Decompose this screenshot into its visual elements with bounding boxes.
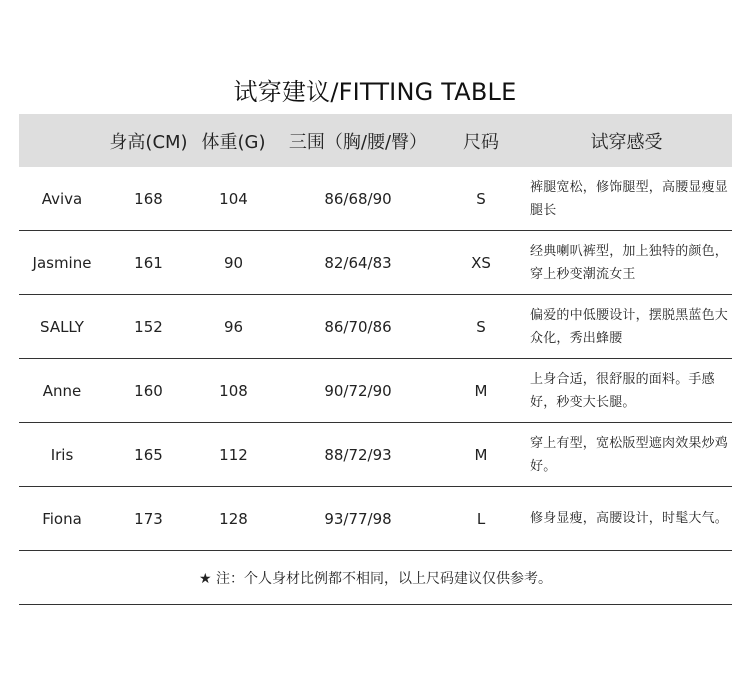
cell-size: L [476,509,486,528]
cell-measurements: 86/70/86 [324,317,392,336]
cell-measurements: 93/77/98 [324,509,392,528]
cell-name: Fiona [42,509,82,528]
cell-feel: 偏爱的中低腰设计，摆脱黑蓝色大众化，秀出蜂腰 [530,307,729,346]
cell-measurements: 82/64/83 [324,253,392,272]
cell-measurements: 86/68/90 [324,189,392,208]
cell-size: XS [471,253,491,272]
cell-height: 165 [134,445,163,464]
cell-name: Aviva [41,189,83,208]
cell-weight: 108 [219,381,248,400]
header-height: 身高(CM) [109,131,188,153]
cell-weight: 90 [223,253,244,272]
cell-size: S [476,317,486,336]
fitting-table [19,114,732,551]
cell-feel: 上身合适，很舒服的面料。手感好，秒变大长腿。 [530,371,715,410]
cell-height: 168 [134,189,163,208]
header-feel: 试穿感受 [590,131,663,153]
cell-size: M [474,445,488,464]
table-header [19,114,732,167]
cell-measurements: 90/72/90 [324,381,392,400]
cell-height: 152 [134,317,163,336]
footnote: ★ 注：个人身材比例都不相同，以上尺码建议仅供参考。 [19,552,732,605]
cell-name: Anne [42,381,82,400]
table-row [19,359,732,423]
cell-height: 173 [134,509,163,528]
page-title: 试穿建议/FITTING TABLE [233,78,517,106]
cell-weight: 112 [219,445,248,464]
table-row [19,487,732,551]
cell-name: Jasmine [32,253,92,272]
table-row [19,231,732,295]
table-row [19,295,732,359]
cell-name: Iris [50,445,74,464]
cell-measurements: 88/72/93 [324,445,392,464]
cell-name: SALLY [40,317,84,336]
cell-size: S [476,189,486,208]
header-weight: 体重(G) [201,131,266,153]
cell-feel: 经典喇叭裤型，加上独特的颜色，穿上秒变潮流女王 [530,243,729,282]
cell-height: 160 [134,381,163,400]
cell-height: 161 [134,253,163,272]
header-measurements: 三围（胸/腰/臀） [288,131,428,153]
cell-weight: 96 [223,317,244,336]
cell-weight: 104 [219,189,248,208]
cell-size: M [474,381,488,400]
header-size: 尺码 [463,131,499,153]
cell-feel: 裤腿宽松，修饰腿型，高腰显瘦显腿长 [530,179,729,218]
cell-weight: 128 [219,509,248,528]
cell-feel: 穿上有型，宽松版型遮肉效果炒鸡好。 [530,435,729,474]
cell-feel: 修身显瘦，高腰设计，时髦大气。 [530,511,729,526]
table-row [19,167,732,231]
table-row [19,423,732,487]
